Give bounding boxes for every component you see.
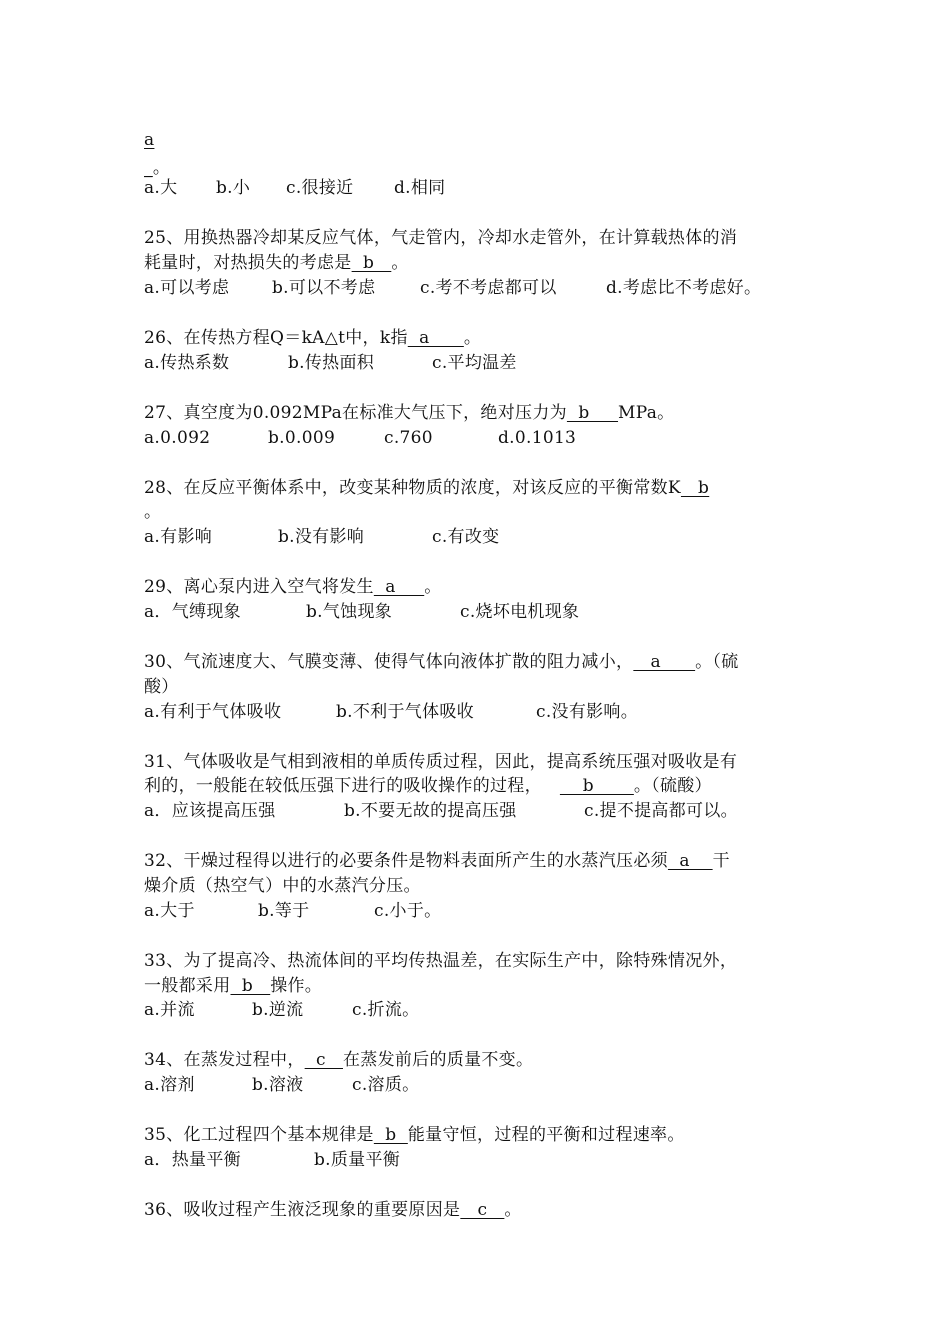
q25-options	[144, 276, 761, 300]
q32-after: 干	[712, 851, 730, 871]
q32-text: 32、干燥过程得以进行的必要条件是物料表面所产生的水蒸汽压必须	[144, 851, 668, 871]
q33-answer: b	[230, 976, 271, 996]
q26-options	[144, 351, 517, 375]
q28-question	[144, 476, 709, 500]
q25-after: 。	[391, 253, 409, 273]
q32-answer: a	[667, 851, 713, 871]
q31-after: 。（硫酸）	[633, 776, 712, 796]
q30-options	[144, 700, 638, 724]
q32-question	[144, 849, 730, 873]
q36-question	[144, 1198, 522, 1222]
q25-answer: b	[351, 253, 392, 273]
q34-option-a: a.溶剂	[144, 1075, 195, 1095]
q34-options	[144, 1073, 419, 1097]
q24-option-c: c.很接近	[286, 178, 354, 198]
q35-question	[144, 1123, 685, 1147]
q24-answer-line	[144, 128, 154, 152]
q28-option-b: b.没有影响	[278, 527, 365, 547]
q33-options	[144, 998, 419, 1022]
q28-options	[144, 525, 499, 549]
q24-answer: a	[144, 130, 155, 150]
q31-option-a: a．应该提高压强	[144, 801, 276, 821]
q30-question	[144, 650, 739, 674]
q29-option-b: b.气蚀现象	[306, 602, 393, 622]
q27-text: 27、真空度为0.092MPa在标准大气压下，绝对压力为	[144, 403, 567, 423]
q32-option-b: b.等于	[258, 901, 310, 921]
q30-option-c: c.没有影响。	[536, 702, 639, 722]
q26-text: 26、在传热方程Q＝kA△t中，k指	[144, 328, 408, 348]
q25-question-line2	[144, 251, 409, 275]
q34-answer: c	[304, 1050, 343, 1070]
q24-option-d: d.相同	[394, 178, 446, 198]
q27-question	[144, 401, 674, 425]
q29-options	[144, 600, 579, 624]
q31-question-line2	[144, 774, 712, 798]
q27-answer: b	[566, 403, 619, 423]
q32-question-line2: 燥介质（热空气）中的水蒸汽分压。	[144, 876, 421, 896]
q27-after: MPa。	[618, 403, 675, 423]
q30-text: 30、气流速度大、气膜变薄、使得气体向液体扩散的阻力减小，	[144, 652, 634, 672]
q31-question-line1: 31、气体吸收是气相到液相的单质传质过程，因此，提高系统压强对吸收是有	[144, 752, 738, 772]
q25-text: 耗量时，对热损失的考虑是	[144, 253, 352, 273]
q30-answer: a	[633, 652, 696, 672]
q34-after: 在蒸发前后的质量不变。	[342, 1050, 534, 1070]
q25-option-b: b.可以不考虑	[272, 278, 376, 298]
q28-text: 28、在反应平衡体系中，改变某种物质的浓度，对该反应的平衡常数K	[144, 478, 681, 498]
q28-option-c: c.有改变	[432, 527, 500, 547]
q36-text: 36、吸收过程产生液泛现象的重要原因是	[144, 1200, 461, 1220]
q28-question-line2: 。	[144, 502, 162, 522]
q25-option-c: c.考不考虑都可以	[420, 278, 557, 298]
q35-option-a: a．热量平衡	[144, 1150, 241, 1170]
q31-option-c: c.提不提高都可以。	[584, 801, 738, 821]
q35-option-b: b.质量平衡	[314, 1150, 401, 1170]
q29-answer: a	[373, 577, 425, 597]
q25-question-line1: 25、用换热器冷却某反应气体，气走管内，冷却水走管外，在计算载热体的消	[144, 228, 738, 248]
q36-after: 。	[504, 1200, 522, 1220]
q34-text: 34、在蒸发过程中，	[144, 1050, 305, 1070]
q30-question-line2: 酸）	[144, 677, 179, 697]
q35-options	[144, 1148, 400, 1172]
q27-option-d: d.0.1013	[498, 428, 577, 448]
q33-after: 操作。	[270, 976, 323, 996]
q36-answer: c	[460, 1200, 505, 1220]
q26-after: 。	[463, 328, 482, 348]
q24-period: 。	[152, 158, 171, 178]
q24-blank-end: _	[144, 158, 153, 178]
q32-option-a: a.大于	[144, 901, 195, 921]
q27-option-b: b.0.009	[268, 428, 336, 448]
q33-option-c: c.折流。	[352, 1000, 420, 1020]
q26-option-a: a.传热系数	[144, 353, 230, 373]
q33-option-a: a.并流	[144, 1000, 195, 1020]
q29-text: 29、离心泵内进入空气将发生	[144, 577, 374, 597]
q32-options	[144, 899, 441, 923]
q33-question-line2	[144, 974, 322, 998]
q30-after: 。（硫	[695, 652, 739, 672]
q33-option-b: b.逆流	[252, 1000, 304, 1020]
q28-option-a: a.有影响	[144, 527, 213, 547]
q31-text: 利的，一般能在较低压强下进行的吸收操作的过程，	[144, 776, 542, 796]
q29-option-c: c.烧坏电机现象	[460, 602, 580, 622]
q26-answer: a	[407, 328, 464, 348]
q27-option-c: c.760	[384, 428, 433, 448]
q34-option-c: c.溶质。	[352, 1075, 420, 1095]
q26-option-b: b.传热面积	[288, 353, 375, 373]
q33-text: 一般都采用	[144, 976, 231, 996]
q31-option-b: b.不要无故的提高压强	[344, 801, 517, 821]
q26-question	[144, 326, 481, 350]
q24-options	[144, 176, 446, 200]
q31-answer: b	[559, 776, 634, 796]
q25-option-d: d.考虑比不考虑好。	[606, 278, 762, 298]
q34-option-b: b.溶液	[252, 1075, 304, 1095]
q29-question	[144, 575, 442, 599]
q33-question-line1: 33、为了提高冷、热流体间的平均传热温差，在实际生产中，除特殊情况外，	[144, 951, 738, 971]
q31-options	[144, 799, 738, 823]
q35-after: 能量守恒，过程的平衡和过程速率。	[407, 1125, 685, 1145]
q35-answer: b	[373, 1125, 408, 1145]
q24-option-b: b.小	[216, 178, 251, 198]
q27-option-a: a.0.092	[144, 428, 211, 448]
q35-text: 35、化工过程四个基本规律是	[144, 1125, 374, 1145]
q34-question	[144, 1048, 533, 1072]
q26-option-c: c.平均温差	[432, 353, 517, 373]
q27-options	[144, 426, 576, 450]
q25-option-a: a.可以考虑	[144, 278, 230, 298]
q30-option-a: a.有利于气体吸收	[144, 702, 282, 722]
q29-option-a: a．气缚现象	[144, 602, 241, 622]
q24-option-a: a.大	[144, 178, 178, 198]
q30-option-b: b.不利于气体吸收	[336, 702, 474, 722]
q32-option-c: c.小于。	[374, 901, 442, 921]
q28-answer: b	[680, 478, 710, 498]
q29-after: 。	[424, 577, 442, 597]
